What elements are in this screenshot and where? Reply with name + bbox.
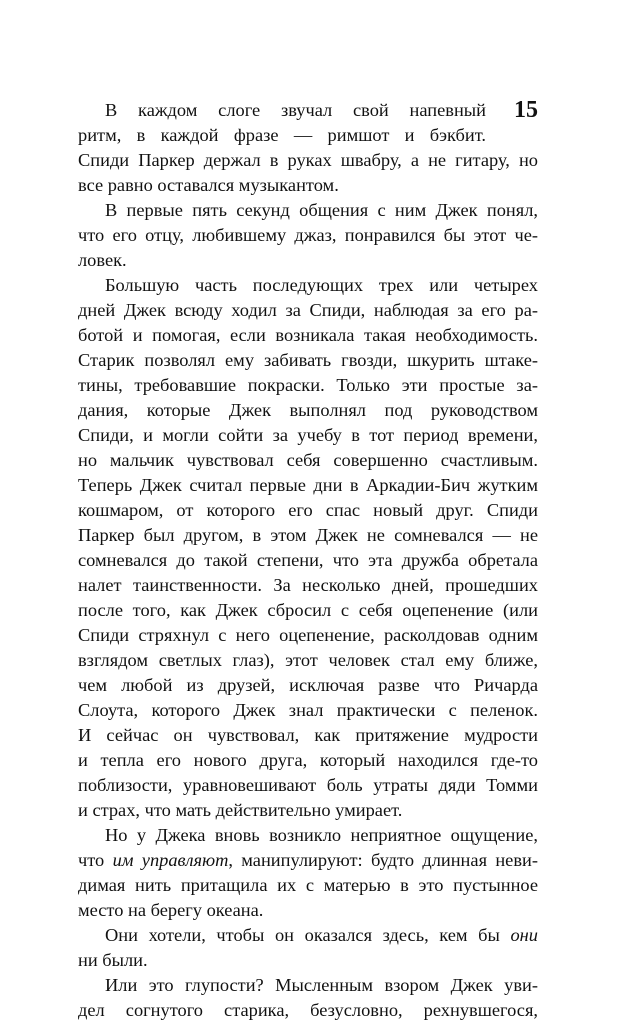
text-line xyxy=(78,648,538,673)
text-line xyxy=(78,673,538,698)
line-text: после того, как Джек сбросил с себя оцепенение (или xyxy=(78,600,538,620)
line-text: Теперь Джек считал первые дни в Аркадии-Бич жутким xyxy=(78,475,538,495)
line-text: Старик позволял ему забивать гвозди, шкурить штаке- xyxy=(78,350,538,370)
text-line xyxy=(78,448,538,473)
line-text: и страх, что мать действительно умирает. xyxy=(78,800,403,820)
line-text-continued: , манипулируют: будто длинная неви- xyxy=(228,850,538,870)
text-line xyxy=(78,948,538,973)
text-line xyxy=(78,323,538,348)
line-text: В каждом слоге звучал свой напевный xyxy=(105,100,486,120)
line-text: дания, которые Джек выполнял под руководством xyxy=(78,400,538,420)
text-line xyxy=(78,298,538,323)
line-text: что его отцу, любившему джаз, понравился бы этот че- xyxy=(78,225,538,245)
text-line xyxy=(78,498,538,523)
text-line xyxy=(78,973,538,998)
page-number: 15 xyxy=(514,97,538,123)
text-line xyxy=(78,523,538,548)
line-text: димая нить притащила их с матерью в это пустынное xyxy=(78,875,538,895)
text-line xyxy=(78,698,538,723)
line-text: Большую часть последующих трех или четырех xyxy=(105,275,538,295)
text-line xyxy=(78,798,538,823)
text-line xyxy=(78,198,538,223)
text-line xyxy=(78,573,538,598)
line-text: Или это глупости? Мысленным взором Джек уви- xyxy=(105,975,538,995)
line-text: Спиди стряхнул с него оцепенение, расколдовав одним xyxy=(78,625,538,645)
line-text: И сейчас он чувствовал, как притяжение мудрости xyxy=(78,725,538,745)
line-text: В первые пять секунд общения с ним Джек понял, xyxy=(105,200,538,220)
line-text: Паркер был другом, в этом Джек не сомневался — не xyxy=(78,525,538,545)
book-page xyxy=(78,98,538,1023)
line-text: Спиди, и могли сойти за учебу в тот период времени, xyxy=(78,425,538,445)
line-text: налет таинственности. За несколько дней, прошедших xyxy=(78,575,538,595)
text-line xyxy=(78,348,538,373)
text-line xyxy=(78,723,538,748)
text-line xyxy=(78,848,538,873)
text-line xyxy=(78,898,538,923)
emphasis-text: им управляют xyxy=(112,850,229,870)
text-line xyxy=(78,598,538,623)
line-text: Они хотели, чтобы он оказался здесь, кем бы xyxy=(105,925,511,945)
text-line xyxy=(78,123,486,148)
text-line xyxy=(78,873,538,898)
text-line xyxy=(78,398,538,423)
text-line xyxy=(78,173,538,198)
line-text: взглядом светлых глаз), этот человек стал ему ближе, xyxy=(78,650,538,670)
line-text: место на берегу океана. xyxy=(78,900,264,920)
text-line xyxy=(78,923,538,948)
line-text: сомневался до такой степени, что эта дружба обретала xyxy=(78,550,538,570)
text-line xyxy=(78,248,538,273)
line-text: дел согнутого старика, безусловно, рехнувшегося, xyxy=(78,1000,538,1020)
text-line xyxy=(78,773,538,798)
text-line xyxy=(78,473,538,498)
text-line xyxy=(78,98,486,123)
line-text: и тепла его нового друга, который находился где-то xyxy=(78,750,538,770)
text-line xyxy=(78,748,538,773)
text-line xyxy=(78,423,538,448)
text-line xyxy=(78,148,538,173)
text-line xyxy=(78,998,538,1023)
body-text xyxy=(78,98,538,1023)
line-text: ритм, в каждой фразе — римшот и бэкбит. xyxy=(78,125,486,145)
emphasis-text: они xyxy=(510,925,538,945)
text-line xyxy=(78,273,538,298)
text-line xyxy=(78,548,538,573)
line-text: Слоута, которого Джек знал практически с пеленок. xyxy=(78,700,538,720)
line-text: ни были. xyxy=(78,950,148,970)
line-text: все равно оставался музыкантом. xyxy=(78,175,339,195)
line-text: Но у Джека вновь возникло неприятное ощущение, xyxy=(105,825,538,845)
line-text: ботой и помогая, если возникала такая необходимость. xyxy=(78,325,538,345)
line-text: Спиди Паркер держал в руках швабру, а не гитару, но xyxy=(78,150,538,170)
line-text: поблизости, уравновешивают боль утраты дяди Томми xyxy=(78,775,538,795)
text-line xyxy=(78,223,538,248)
line-text: чем любой из друзей, исключая разве что Ричарда xyxy=(78,675,538,695)
text-line xyxy=(78,623,538,648)
line-text: что xyxy=(78,850,113,870)
line-text: ловек. xyxy=(78,250,127,270)
text-line xyxy=(78,373,538,398)
line-text: тины, требовавшие покраски. Только эти простые за- xyxy=(78,375,538,395)
line-text: но мальчик чувствовал себя совершенно счастливым. xyxy=(78,450,538,470)
text-line xyxy=(78,823,538,848)
line-text: дней Джек всюду ходил за Спиди, наблюдая за его ра- xyxy=(78,300,538,320)
line-text: кошмаром, от которого его спас новый друг. Спиди xyxy=(78,500,538,520)
